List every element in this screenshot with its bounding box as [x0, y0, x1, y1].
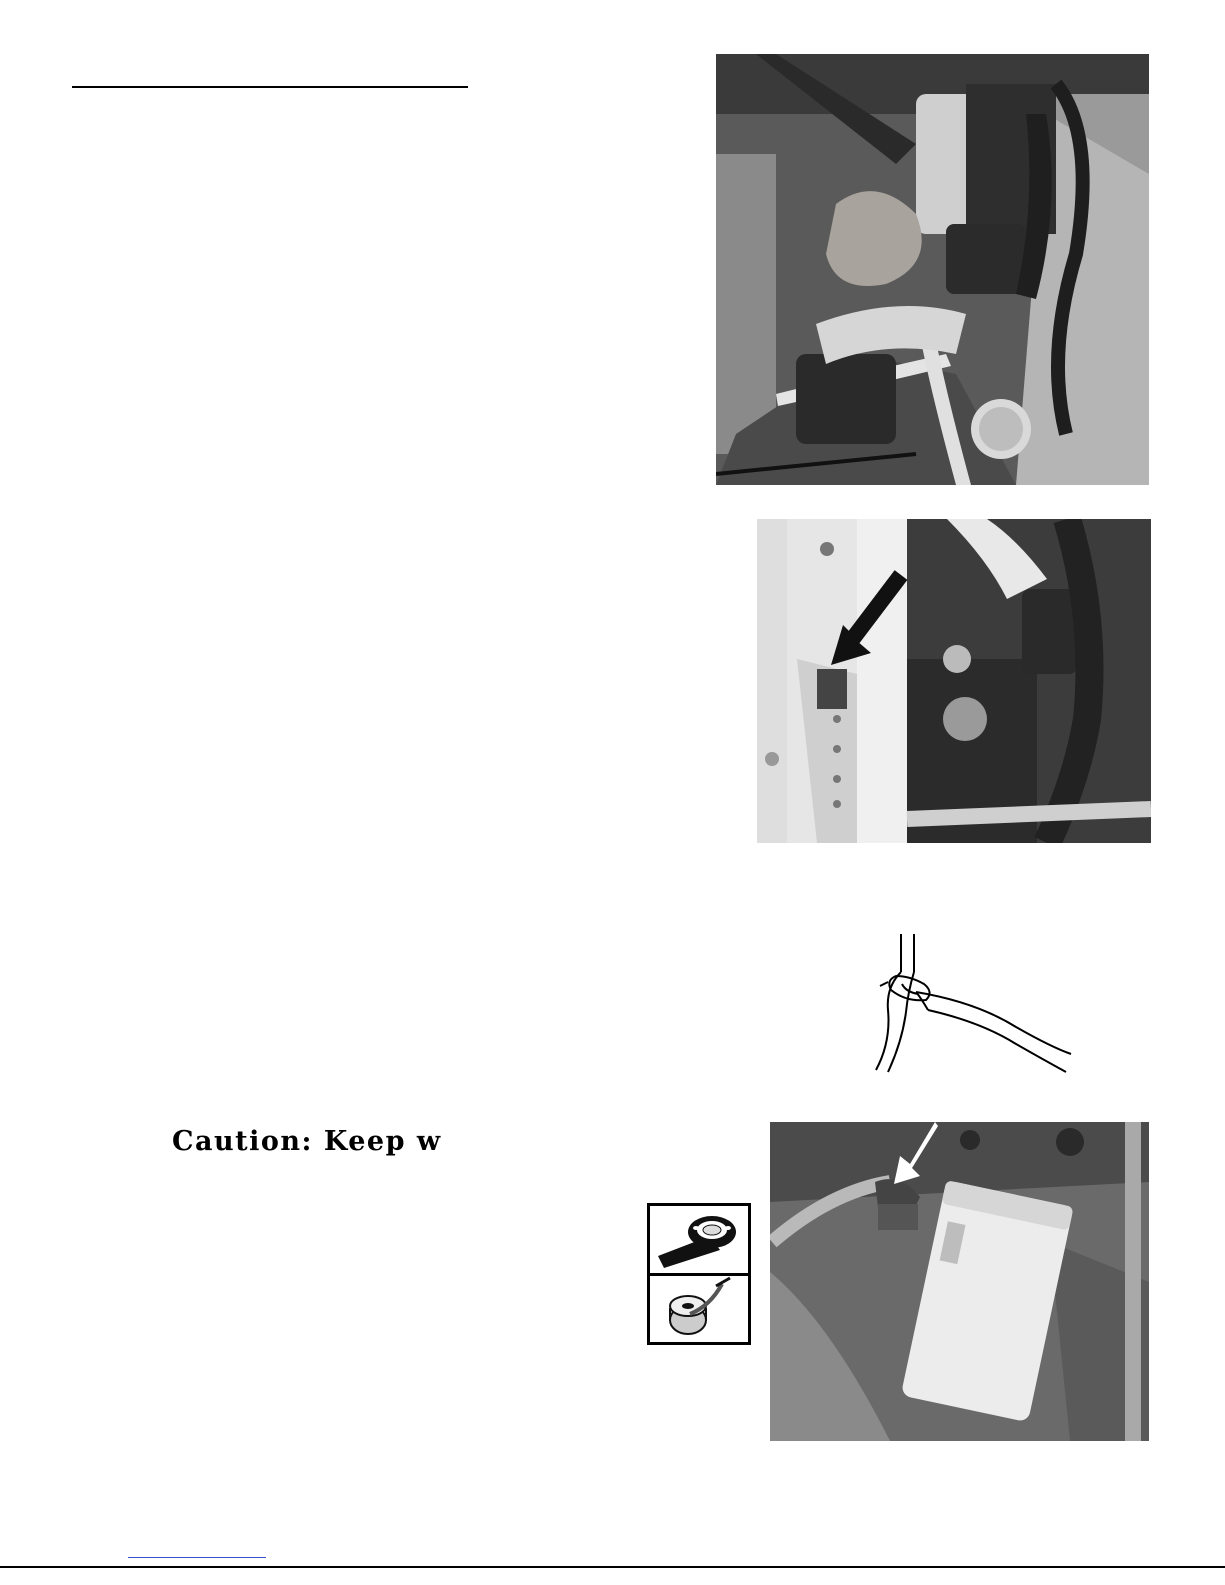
wire-tap-diagram [866, 932, 1076, 1077]
footer-rule [0, 1566, 1225, 1568]
caution-text: Caution: Keep w [172, 1126, 442, 1157]
section-heading-rule [72, 86, 468, 88]
module-with-arrow-photo [770, 1122, 1149, 1441]
connector-with-arrow-photo [757, 519, 1151, 843]
wiring-harness-photo [716, 54, 1149, 485]
electrical-tape-icon [650, 1206, 748, 1276]
footer-link[interactable] [128, 1557, 266, 1558]
solder-spool-icon [650, 1276, 748, 1343]
tape-and-solder-icons [647, 1203, 751, 1345]
